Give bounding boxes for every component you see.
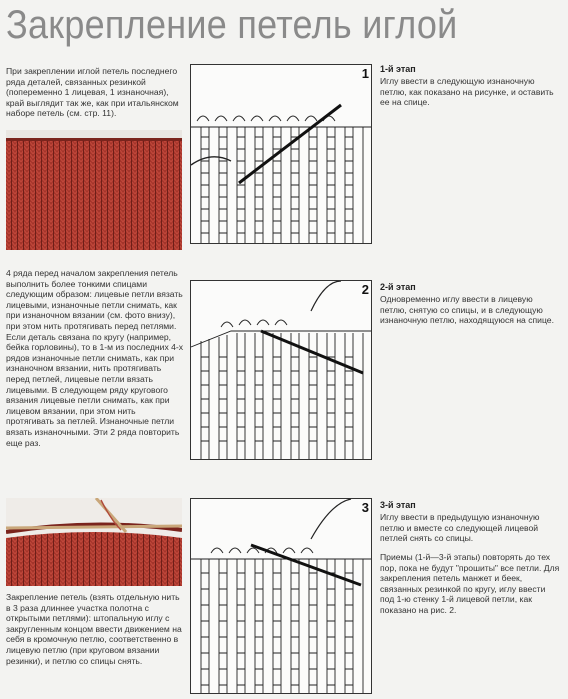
stage-1-title: 1-й этап bbox=[380, 64, 416, 74]
stage-2-title: 2-й этап bbox=[380, 282, 416, 292]
stage-1-text: Иглу ввести в следующую изнаночную петлю, как показано на рисунке, и оставить ее на спице. bbox=[380, 76, 554, 108]
stage-2-text: Одновременно иглу ввести в лицевую петлю, снятую со спицы, и в следующую изнаночную петлю, находящуюся на спице. bbox=[380, 294, 554, 326]
intro-text: При закреплении иглой петель последнего ряда деталей, связанных резинкой (попеременно 1 лицевая, 1 изнаночная), край выглядит так же, как при итальянском наборе петель (см. стр. 11). bbox=[6, 66, 179, 119]
needle-line bbox=[251, 545, 361, 585]
knit-photo-ribbing bbox=[6, 130, 182, 250]
stage-number: 2 bbox=[361, 282, 369, 297]
stage-3-extra-text: Приемы (1-й—3-й этапы) повторять до тех пор, пока не будут "прошиты" все петли. Для закрепления петель манжет и беек, связанных резинкой по кругу, иглу ввести под 1-ю стенку 1-й лицевой петли, как показано на рис. 2. bbox=[380, 552, 560, 615]
knit-photo-needle bbox=[6, 498, 182, 586]
stage-3-text: Иглу ввести в предыдущую изнаночную петлю и вместе со следующей лицевой петлей снять со спицы. bbox=[380, 512, 540, 544]
stage-3-title: 3-й этап bbox=[380, 500, 416, 510]
diagram-stage-1 bbox=[190, 64, 372, 244]
middle-text: 4 ряда перед началом закрепления петель выполнить более тонкими спицами следующим образом: лицевые петли вязать лицевыми, изнаночные петли снимать, как при изнаночном вязании (см. фото внизу), при этом нить протягивать перед петлями. Если деталь связана по кругу (например, бейка горловины), то в 1-м из последних 4-х рядов изнаночные петли снимать, как при изнаночном вязании, нить протягивать перед петлей, лицевые петли вязать лицевыми. В следующем ряду кругового вязания лицевые петли снимать, как при лицевом вязании, при этом нить протягивать за петлей. Изнаночные петли вязать изнаночными. Эти 2 ряда повторить еще раз. bbox=[6, 268, 184, 448]
bottom-text: Закрепление петель (взять отдельную нить в 3 раза длиннее участка полотна с открытыми петлями): штопальную иглу с закругленным концом ввести движением на себя в кромочную петлю, соответственно в лицевую петлю (при круговом вязании резинки), и петлю со спицы снять. bbox=[6, 592, 182, 666]
page-title: Закрепление петель иглой bbox=[6, 3, 458, 47]
needle-line bbox=[261, 331, 363, 373]
diagram-stage-2 bbox=[190, 280, 372, 460]
diagram-stage-3 bbox=[190, 498, 372, 694]
stage-number: 3 bbox=[361, 500, 369, 515]
stage-number: 1 bbox=[361, 66, 369, 81]
